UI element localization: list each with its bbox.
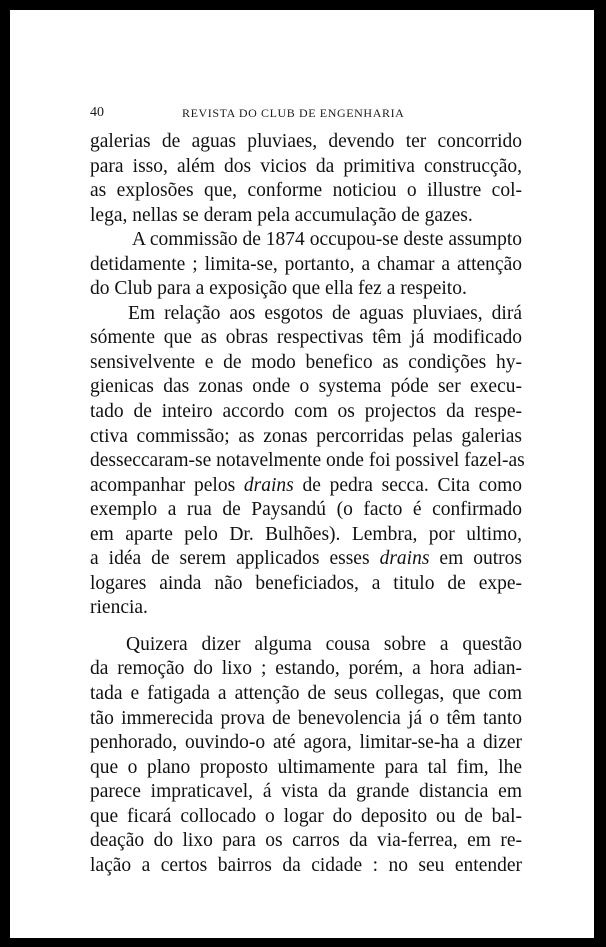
italic-term: drains xyxy=(243,474,294,496)
text-line: tão immerecida prova de benevolencia já o têm tanto xyxy=(90,707,522,729)
italic-term: drains xyxy=(379,548,430,570)
paragraph xyxy=(90,633,522,878)
text-line: ctiva commissão; as zonas percorridas pelas galerias xyxy=(90,425,522,447)
text-segment: acompanhar pelos xyxy=(90,474,236,496)
text-segment: a idéa de serem applicados esses xyxy=(90,548,370,570)
running-title: REVISTA DO CLUB DE ENGENHARIA xyxy=(182,106,405,120)
text-line: logares ainda não beneficiados, a titulo de expe- xyxy=(90,572,522,594)
text-line: tada e fatigada a attenção de seus collegas, que com xyxy=(90,683,522,705)
text-line: penhorado, ouvindo-o até agora, limitar-se-ha a dizer xyxy=(90,732,522,754)
text-line: lega, nellas se deram pela accumulação de gazes. xyxy=(90,204,473,226)
paragraph xyxy=(90,302,525,621)
text-line: tado de inteiro accordo com os projectos da respe- xyxy=(90,401,522,423)
text-line: sensivelvente e de modo benefico as condições hy- xyxy=(90,351,522,373)
text-line: exemplo a rua de Paysandú (o facto é confirmado xyxy=(90,499,522,521)
text-line: sómente que as obras respectivas têm já modificado xyxy=(90,327,522,349)
text-segment: em outros xyxy=(439,548,522,570)
page-header xyxy=(90,105,522,123)
text-line: desseccaram-se notavelmente onde foi possivel fazel-as xyxy=(90,450,525,472)
text-line: deação do lixo para os carros da via-ferrea, em re- xyxy=(90,830,522,852)
page-number: 40 xyxy=(90,105,104,120)
text-line: A commissão de 1874 occupou-se deste assumpto xyxy=(132,229,522,251)
text-line: detidamente ; limita-se, portanto, a chamar a attenção xyxy=(90,253,522,275)
text-line: gienicas das zonas onde o systema póde ser execu- xyxy=(90,376,522,398)
paragraph-gap xyxy=(90,621,522,633)
text-line: que ficará collocado o logar do deposito ou de bal- xyxy=(90,805,522,827)
body-text xyxy=(90,130,525,878)
text-line: riencia. xyxy=(90,597,148,619)
text-line: para isso, além dos vicios da primitiva construcção, xyxy=(90,155,522,177)
text-line: Quizera dizer alguma cousa sobre a questão xyxy=(126,633,522,655)
text-line: do Club para a exposição que ella fez a respeito. xyxy=(90,278,467,300)
text-line: lação a certos bairros da cidade : no seu entender xyxy=(90,854,522,876)
text-line xyxy=(90,547,522,572)
text-segment: de pedra secca. Cita como xyxy=(302,474,523,496)
text-line: as explosões que, conforme noticiou o illustre col- xyxy=(90,180,522,202)
text-line: Em relação aos esgotos de aguas pluviaes, dirá xyxy=(128,302,522,324)
text-line: da remoção do lixo ; estando, porém, a hora adian- xyxy=(90,658,522,680)
paragraph xyxy=(90,228,522,302)
paragraph xyxy=(90,130,522,228)
text-line: parece impraticavel, á vista da grande distancia em xyxy=(90,781,522,803)
text-line xyxy=(90,474,522,499)
text-line: galerias de aguas pluviaes, devendo ter concorrido xyxy=(90,131,522,152)
text-line: que o plano proposto ultimamente para tal fim, lhe xyxy=(90,756,522,778)
text-line: em aparte pelo Dr. Bulhões). Lembra, por ultimo, xyxy=(90,523,522,545)
